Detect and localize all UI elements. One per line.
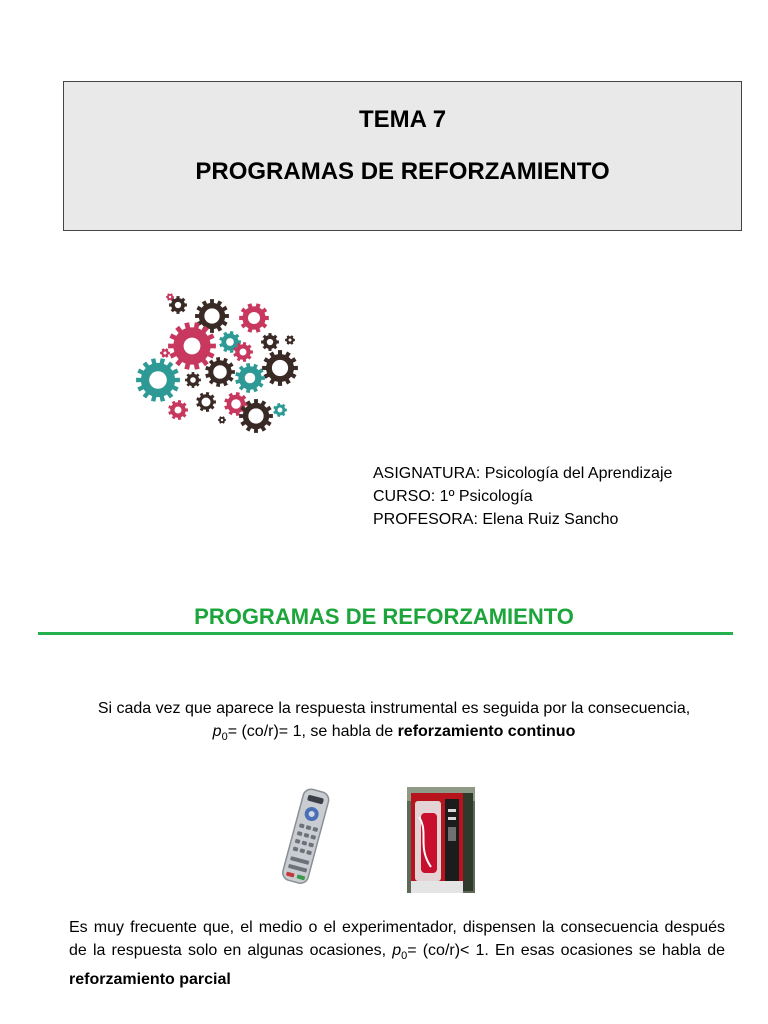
topic-title: PROGRAMAS DE REFORZAMIENTO xyxy=(195,158,610,185)
professor-line: PROFESORA: Elena Ruiz Sancho xyxy=(373,511,619,528)
gear-hole xyxy=(278,408,283,413)
para2-p-symbol: p xyxy=(392,942,402,959)
para1-text-mid: = (co/r)= 1, se habla de xyxy=(227,723,398,740)
gear-hole xyxy=(175,407,182,414)
gear-hole xyxy=(149,371,167,389)
gear-hole xyxy=(248,312,260,324)
gear-hole xyxy=(267,339,273,345)
course-line: CURSO: 1º Psicología xyxy=(373,488,533,505)
gear-hole xyxy=(272,360,288,376)
gear-hole xyxy=(245,373,256,384)
gear-hole xyxy=(164,352,167,355)
para2-text-mid: = (co/r)< 1. En esas ocasiones se habla de xyxy=(407,942,725,959)
gear-hole xyxy=(175,302,181,308)
gears-illustration xyxy=(130,280,315,450)
gear-hole xyxy=(190,377,196,383)
gear-hole xyxy=(231,399,241,409)
para2-bold-term: reforzamiento parcial xyxy=(69,971,231,989)
gear-hole xyxy=(204,308,219,323)
gear-hole xyxy=(221,419,223,421)
gear-hole xyxy=(169,296,171,298)
section-divider xyxy=(38,632,733,635)
para1-p-symbol: p xyxy=(212,723,222,740)
partial-reinforcement-paragraph xyxy=(69,916,725,991)
topic-number: TEMA 7 xyxy=(358,106,447,133)
gear-hole xyxy=(213,365,227,379)
gear-hole xyxy=(240,349,247,356)
gear-hole xyxy=(202,398,211,407)
para2-subscript: 0 xyxy=(401,950,408,963)
course-info xyxy=(373,462,672,531)
title-box xyxy=(63,81,742,231)
continuous-reinforcement-paragraph xyxy=(60,697,728,749)
para1-text-start: Si cada vez que aparece la respuesta instrumental es seguida por la consecuencia, xyxy=(97,700,691,717)
para1-subscript: 0 xyxy=(221,731,228,744)
gear-hole xyxy=(184,338,201,355)
section-title: PROGRAMAS DE REFORZAMIENTO xyxy=(194,604,574,629)
subject-line: ASIGNATURA: Psicología del Aprendizaje xyxy=(373,465,673,482)
para1-bold-term: reforzamiento continuo xyxy=(397,723,576,740)
remote-control-image xyxy=(253,783,358,888)
gear-hole xyxy=(248,408,263,423)
gear-hole xyxy=(226,338,234,346)
gear-hole xyxy=(289,339,292,342)
para2-text-start: Es muy frecuente que, el medio o el experimentador, dispensen la consecuencia después de la respuesta solo en algunas ocasiones, xyxy=(69,919,725,959)
vending-machine-image xyxy=(407,787,475,893)
